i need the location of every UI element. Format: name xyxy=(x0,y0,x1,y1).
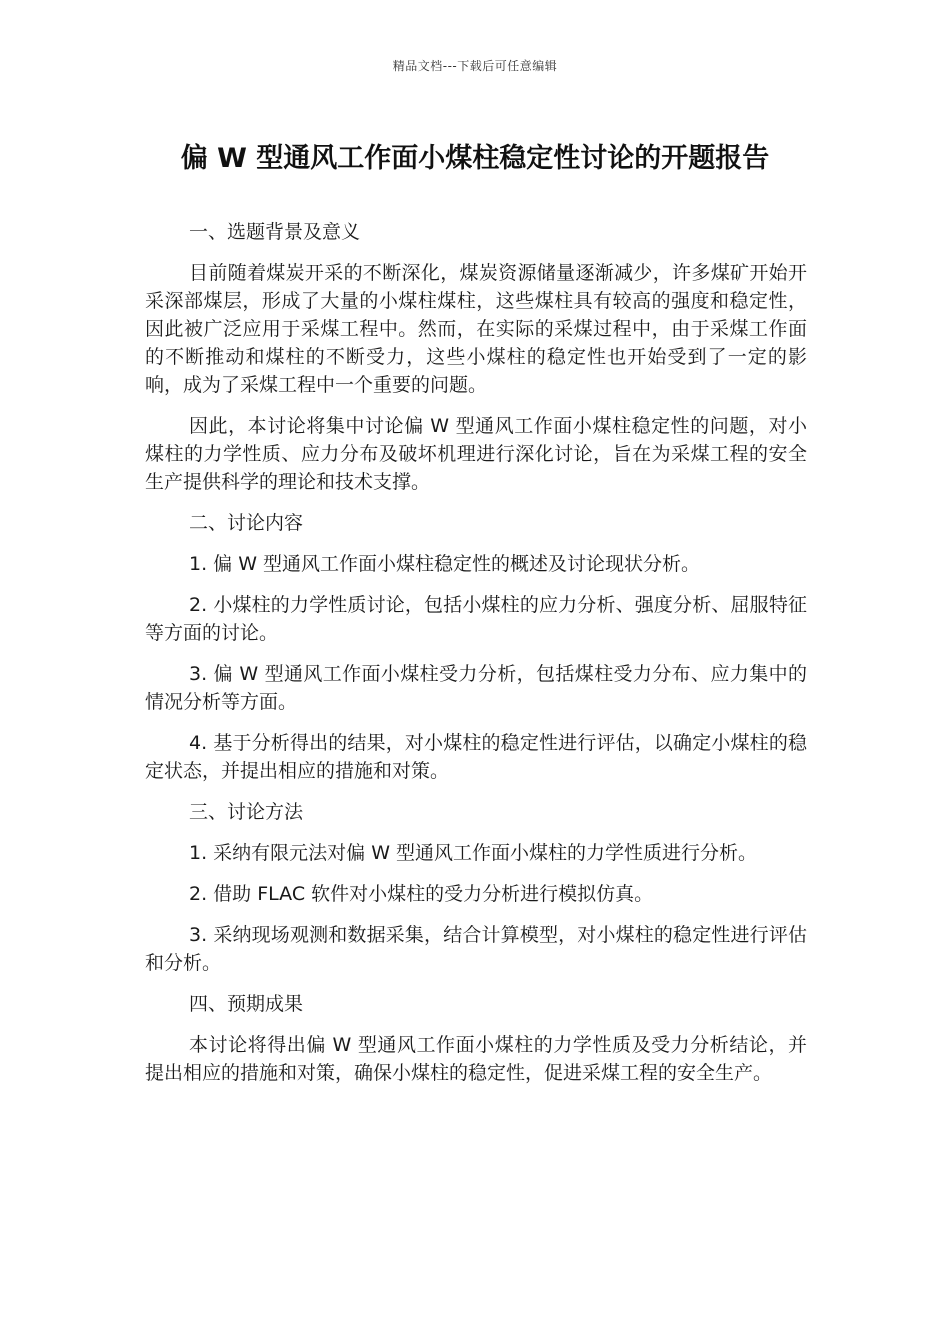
list-item-content-1: 1. 偏 W 型通风工作面小煤柱稳定性的概述及讨论现状分析。 xyxy=(189,553,701,575)
section-heading-background: 一、选题背景及意义 xyxy=(189,221,361,243)
section-heading-methods: 三、讨论方法 xyxy=(189,801,304,823)
section-heading-content: 二、讨论内容 xyxy=(189,512,304,534)
paragraph-outcomes: 本讨论将得出偏 W 型通风工作面小煤柱的力学性质及受力分析结论，并提出相应的措施和对策，确保小煤柱的稳定性，促进采煤工程的安全生产。 xyxy=(145,1034,807,1084)
paragraph-purpose: 因此，本讨论将集中讨论偏 W 型通风工作面小煤柱稳定性的问题，对小煤柱的力学性质、应力分布及破坏机理进行深化讨论，旨在为采煤工程的安全生产提供科学的理论和技术支撑。 xyxy=(145,415,807,493)
list-item-method-2: 2. 借助 FLAC 软件对小煤柱的受力分析进行模拟仿真。 xyxy=(189,883,654,905)
document-body xyxy=(145,218,807,1100)
section-heading-outcomes: 四、预期成果 xyxy=(189,993,304,1015)
header-note: 精品文档---下载后可任意编辑 xyxy=(392,59,558,73)
paragraph-background: 目前随着煤炭开采的不断深化，煤炭资源储量逐渐减少，许多煤矿开始开采深部煤层，形成了大量的小煤柱煤柱，这些煤柱具有较高的强度和稳定性，因此被广泛应用于采煤工程中。然而，在实际的采煤过程中，由于采煤工作面的不断推动和煤柱的不断受力，这些小煤柱的稳定性也开始受到了一定的影响，成为了采煤工程中一个重要的问题。 xyxy=(145,262,807,396)
list-item-content-3: 3. 偏 W 型通风工作面小煤柱受力分析，包括煤柱受力分布、应力集中的情况分析等方面。 xyxy=(145,663,807,713)
document-title: 偏 W 型通风工作面小煤柱稳定性讨论的开题报告 xyxy=(180,143,770,174)
list-item-content-2: 2. 小煤柱的力学性质讨论，包括小煤柱的应力分析、强度分析、屈服特征等方面的讨论。 xyxy=(145,594,807,644)
list-item-method-1: 1. 采纳有限元法对偏 W 型通风工作面小煤柱的力学性质进行分析。 xyxy=(189,842,758,864)
list-item-method-3: 3. 采纳现场观测和数据采集，结合计算模型，对小煤柱的稳定性进行评估和分析。 xyxy=(145,924,807,974)
list-item-content-4: 4. 基于分析得出的结果，对小煤柱的稳定性进行评估，以确定小煤柱的稳定状态，并提出相应的措施和对策。 xyxy=(145,732,807,782)
